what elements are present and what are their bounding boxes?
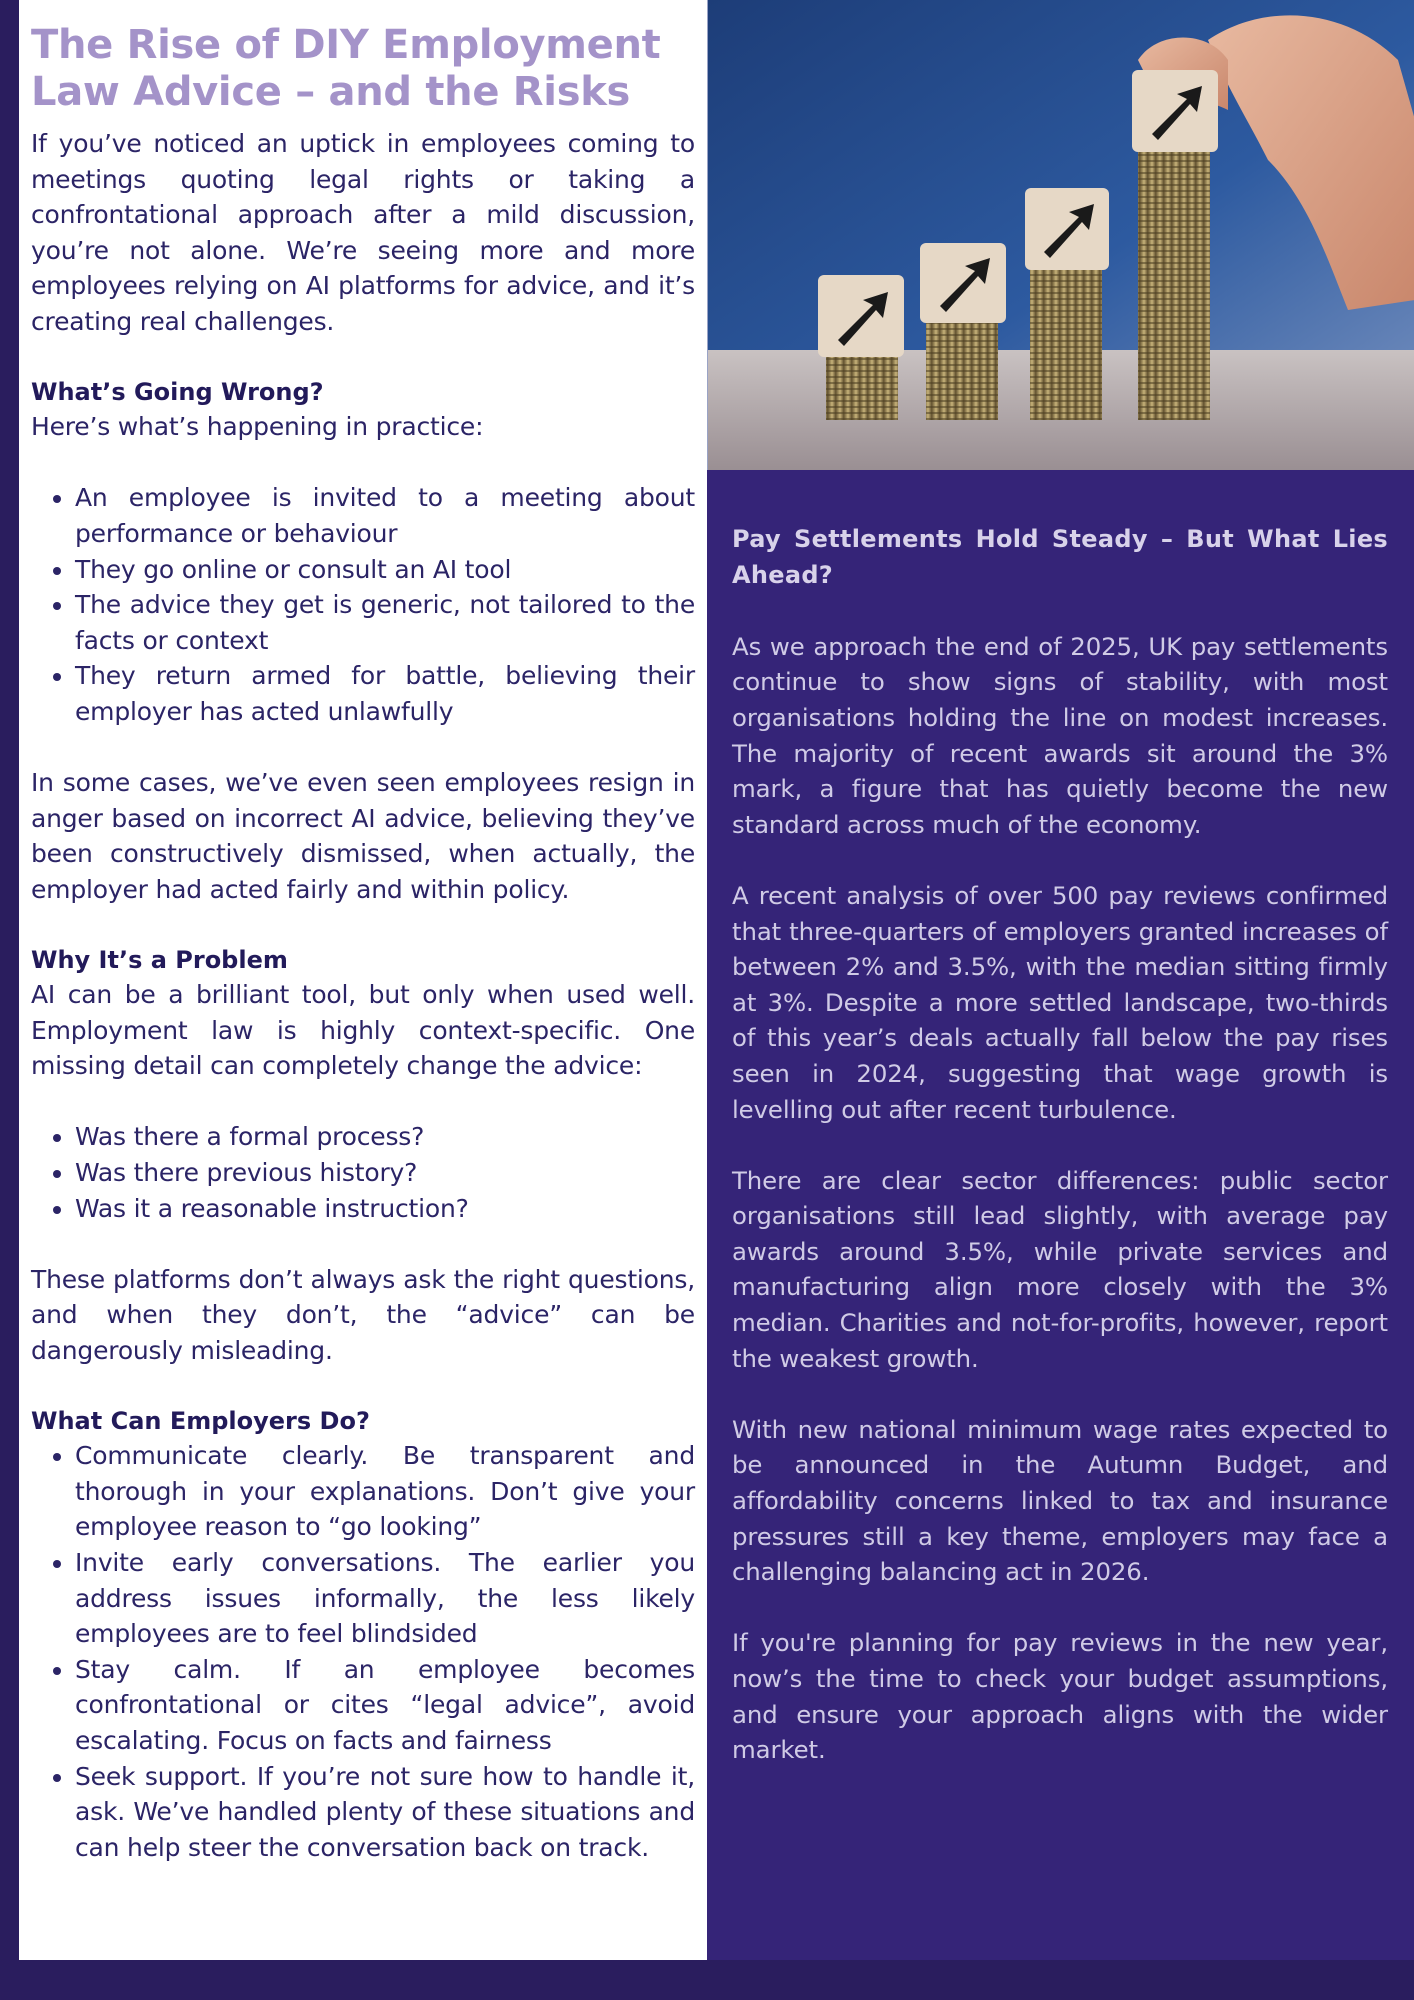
section2-lead: AI can be a brilliant tool, but only when used well. Employment law is highly context-specific. One missing detail can completely change the advice:	[31, 980, 695, 1081]
right-article-heading: Pay Settlements Hold Steady – But What Lies Ahead?	[732, 525, 1388, 589]
article-title: The Rise of DIY Employment Law Advice – and the Risks	[31, 22, 661, 115]
coin-stacks-with-arrows-photo	[707, 0, 1414, 470]
right-article	[732, 522, 1388, 1768]
section-heading-whats-going-wrong: What’s Going Wrong?	[31, 378, 324, 407]
right-paragraph: If you're planning for pay reviews in the new year, now’s the time to check your budget assumptions, and ensure your approach aligns with the wider market.	[732, 1628, 1388, 1765]
right-paragraph: There are clear sector differences: public sector organisations still lead slightly, with average pay awards around 3.5%, while private services and manufacturing align more closely with the 3% median. Charities and not-for-profits, however, report the weakest growth.	[732, 1165, 1388, 1373]
section-heading-what-can-employers-do: What Can Employers Do?	[31, 1407, 370, 1436]
intro-paragraph: If you’ve noticed an uptick in employees coming to meetings quoting legal rights or taking a confrontational approach after a mild discussion, you’re not alone. We’re seeing more and more employees relying on AI platforms for advice, and it’s creating real challenges.	[31, 129, 695, 336]
list-item: • Stay calm. If an employee becomes confrontational or cites “legal advice”, avoid escalating. Focus on facts and fairness	[75, 1652, 695, 1759]
section1-after-paragraph: In some cases, we’ve even seen employees resign in anger based on incorrect AI advice, believing they’ve been constructively dismissed, when actually, the employer had acted fairly and within policy.	[31, 768, 695, 904]
list-item: • The advice they get is generic, not tailored to the facts or context	[75, 587, 695, 658]
list-item: • Was there a formal process?	[75, 1119, 695, 1155]
left-article	[31, 22, 695, 1865]
list-item: • Communicate clearly. Be transparent and thorough in your explanations. Don’t give your employee reason to “go looking”	[75, 1438, 695, 1545]
right-paragraph: With new national minimum wage rates expected to be announced in the Autumn Budget, and affordability concerns linked to tax and insurance pressures still a key theme, employers may face a challenging balancing act in 2026.	[732, 1414, 1388, 1587]
section1-bullet-list	[31, 480, 695, 729]
list-item: • They go online or consult an AI tool	[75, 552, 695, 588]
section2-bullet-list	[31, 1119, 695, 1226]
list-item: • Invite early conversations. The earlier you address issues informally, the less likely employees are to feel blindsided	[75, 1545, 695, 1652]
list-item: • They return armed for battle, believing their employer has acted unlawfully	[75, 658, 695, 729]
right-paragraph: As we approach the end of 2025, UK pay settlements continue to show signs of stability, with most organisations holding the line on modest increases. The majority of recent awards sit around the 3% mark, a figure that has quietly become the new standard across much of the economy.	[732, 631, 1388, 839]
section1-lead: Here’s what’s happening in practice:	[31, 412, 484, 442]
list-item: • Was it a reasonable instruction?	[75, 1191, 695, 1227]
section3-bullet-list	[31, 1438, 695, 1865]
list-item: • Seek support. If you’re not sure how to handle it, ask. We’ve handled plenty of these situations and can help steer the conversation back on track.	[75, 1759, 695, 1866]
right-article-panel	[707, 470, 1414, 1960]
footer-strip	[0, 1960, 1414, 2000]
section2-after-paragraph: These platforms don’t always ask the right questions, and when they don’t, the “advice” can be dangerously misleading.	[31, 1264, 695, 1365]
right-paragraph: A recent analysis of over 500 pay reviews confirmed that three-quarters of employers granted increases of between 2% and 3.5%, with the median sitting firmly at 3%. Despite a more settled landscape, two-thirds of this year’s deals actually fall below the pay rises seen in 2024, suggesting that wage growth is levelling out after recent turbulence.	[732, 880, 1388, 1124]
photo-illustration	[708, 0, 1414, 470]
section-heading-why-its-a-problem: Why It’s a Problem	[31, 946, 288, 975]
list-item: • Was there previous history?	[75, 1155, 695, 1191]
left-article-panel	[19, 0, 707, 1960]
list-item: • An employee is invited to a meeting about performance or behaviour	[75, 480, 695, 551]
